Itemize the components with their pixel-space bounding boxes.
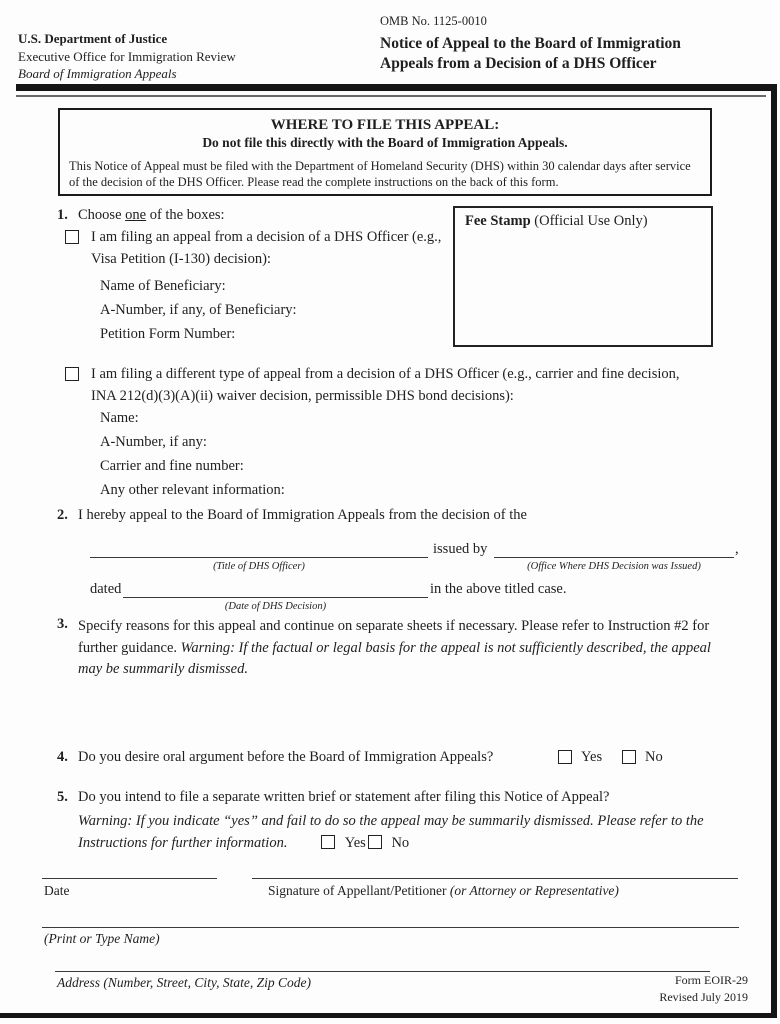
item4-number: 4. bbox=[57, 749, 68, 765]
option-b-label: I am filing a different type of appeal from a decision of a DHS Officer (e.g., carrier and fine decision, INA 212(d)(3)(A)(ii) waiver decision, permissible DHS bond decisions): bbox=[91, 366, 680, 404]
field-carrier-fine-number: Carrier and fine number: bbox=[100, 458, 244, 474]
title-of-dhs-officer-field[interactable] bbox=[90, 540, 428, 558]
address-field[interactable] bbox=[55, 954, 710, 972]
signature-label-normal: Signature of Appellant/Petitioner bbox=[268, 883, 450, 898]
item5-yes-label: Yes bbox=[344, 835, 366, 851]
field-anumber-of-beneficiary: A-Number, if any, of Beneficiary: bbox=[100, 302, 297, 318]
field-anumber: A-Number, if any: bbox=[100, 434, 207, 450]
option-a-checkbox[interactable] bbox=[65, 230, 79, 244]
item5-warning: Warning: If you indicate “yes” and fail to do so the appeal may be summarily dismissed. Please refer to the Instructions for further information. bbox=[78, 813, 704, 851]
office-of-decision-field[interactable] bbox=[494, 540, 734, 558]
board-name: Board of Immigration Appeals bbox=[18, 66, 177, 81]
field-name-of-beneficiary: Name of Beneficiary: bbox=[100, 278, 226, 294]
item4-question: Do you desire oral argument before the Board of Immigration Appeals? bbox=[78, 749, 494, 765]
item4-no-checkbox[interactable] bbox=[622, 750, 636, 764]
item5-no-label: No bbox=[391, 835, 410, 851]
item4-yes-checkbox[interactable] bbox=[558, 750, 572, 764]
office-name: Executive Office for Immigration Review bbox=[18, 48, 236, 64]
form-footer bbox=[600, 972, 748, 1005]
form-revision-date: Revised July 2019 bbox=[659, 989, 748, 1004]
item3-number: 3. bbox=[57, 616, 68, 632]
item5-number: 5. bbox=[57, 789, 68, 805]
item4-no-label: No bbox=[645, 749, 663, 765]
date-of-decision-caption: (Date of DHS Decision) bbox=[224, 601, 327, 612]
where-to-file-box bbox=[58, 108, 712, 196]
item3-text bbox=[78, 616, 720, 681]
dated-label: dated bbox=[90, 581, 122, 597]
scan-edge-bottom bbox=[0, 1013, 777, 1018]
fee-stamp-label: Fee Stamp bbox=[465, 213, 531, 229]
signature-label-italic: (or Attorney or Representative) bbox=[449, 883, 619, 898]
print-name-field[interactable] bbox=[42, 910, 739, 928]
where-to-file-heading: WHERE TO FILE THIS APPEAL: bbox=[270, 117, 500, 133]
item5-warning-row bbox=[78, 810, 742, 854]
item3-text-normal: Specify reasons for this appeal and continue on separate sheets if necessary. Please refer to Instruction #2 for further guidance. bbox=[78, 618, 710, 656]
item5-yes-checkbox[interactable] bbox=[321, 835, 335, 849]
agency-name: U.S. Department of Justice bbox=[18, 31, 168, 46]
header-rule-thin bbox=[16, 95, 766, 97]
field-other-information: Any other relevant information: bbox=[100, 482, 285, 498]
item1-prompt-pre: Choose bbox=[78, 207, 126, 223]
signature-field-label bbox=[268, 883, 619, 899]
item2-number: 2. bbox=[57, 507, 68, 523]
item1-number: 1. bbox=[57, 207, 68, 223]
date-field[interactable] bbox=[42, 861, 217, 879]
date-of-decision-field[interactable] bbox=[123, 580, 428, 598]
item2-tail: in the above titled case. bbox=[430, 581, 567, 597]
form-title-line1: Notice of Appeal to the Board of Immigration bbox=[380, 35, 681, 52]
form-title-line2: Appeals from a Decision of a DHS Officer bbox=[380, 55, 657, 72]
header-rule-thick bbox=[16, 84, 775, 91]
address-label: Address (Number, Street, City, State, Zip Code) bbox=[57, 975, 311, 990]
form-number: Form EOIR-29 bbox=[675, 973, 748, 987]
item2-text: I hereby appeal to the Board of Immigration Appeals from the decision of the bbox=[78, 507, 527, 523]
item5-question: Do you intend to file a separate written brief or statement after filing this Notice of Appeal? bbox=[78, 789, 610, 805]
item1-prompt-one: one bbox=[125, 207, 147, 223]
fee-stamp-note: (Official Use Only) bbox=[530, 213, 648, 229]
scan-edge-right bbox=[771, 84, 777, 1018]
title-block bbox=[380, 14, 681, 74]
agency-block bbox=[18, 30, 236, 83]
title-of-dhs-officer-caption: (Title of DHS Officer) bbox=[213, 561, 305, 572]
option-a-label: I am filing an appeal from a decision of a DHS Officer (e.g., Visa Petition (I-130) decision): bbox=[91, 229, 442, 267]
fee-stamp-box bbox=[453, 206, 713, 347]
where-to-file-subheading: Do not file this directly with the Board of Immigration Appeals. bbox=[202, 135, 568, 150]
issued-by-label: issued by bbox=[433, 541, 488, 557]
field-name: Name: bbox=[100, 410, 139, 426]
item1-prompt-post: of the boxes: bbox=[146, 207, 225, 223]
field-petition-form-number: Petition Form Number: bbox=[100, 326, 236, 342]
item2-comma: , bbox=[735, 541, 739, 557]
item1-prompt bbox=[78, 207, 225, 224]
date-field-label: Date bbox=[44, 883, 70, 898]
where-to-file-body: This Notice of Appeal must be filed with the Department of Homeland Security (DHS) within 30 calendar days after service of the decision of the DHS Officer. Please read the complete instructions on the back of this form. bbox=[69, 159, 691, 189]
item4-yes-label: Yes bbox=[581, 749, 603, 765]
option-b-checkbox[interactable] bbox=[65, 367, 79, 381]
signature-field[interactable] bbox=[252, 861, 738, 879]
omb-number: OMB No. 1125-0010 bbox=[380, 14, 487, 28]
item3-warning: Warning: If the factual or legal basis for the appeal is not sufficiently described, the appeal may be summarily dismissed. bbox=[78, 639, 711, 677]
office-of-decision-caption: (Office Where DHS Decision was Issued) bbox=[527, 561, 701, 572]
print-name-label: (Print or Type Name) bbox=[44, 931, 160, 946]
item5-no-checkbox[interactable] bbox=[368, 835, 382, 849]
